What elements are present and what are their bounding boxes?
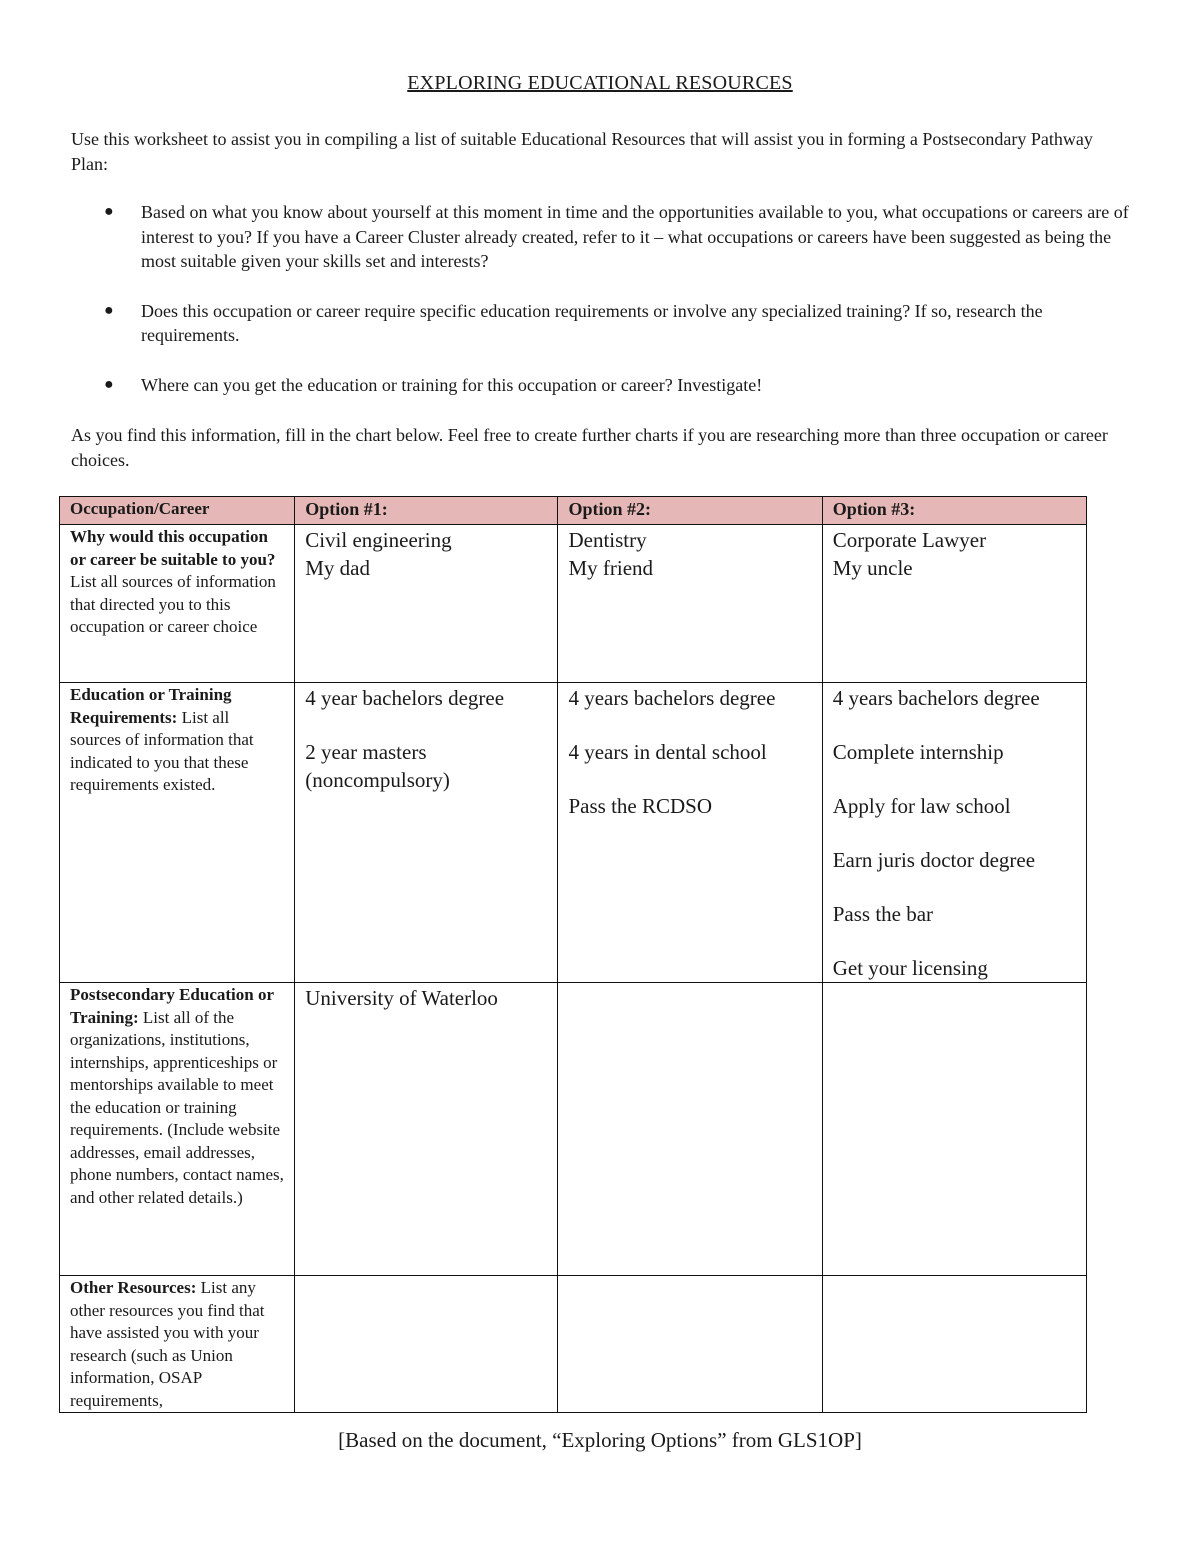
answer-line: Apply for law school [832, 794, 1011, 818]
header-occupation: Occupation/Career [60, 497, 295, 525]
row-label-bold: Education or Training Requirements: [70, 685, 232, 727]
line-gap [833, 766, 1076, 792]
answer-cell[interactable] [558, 983, 822, 1276]
row-label-bold: Other Resources: [70, 1278, 197, 1297]
instruction-text: Where can you get the education or training for this occupation or career? Investigate! [141, 374, 763, 395]
instruction-list [71, 200, 1131, 422]
instruction-text: Does this occupation or career require specific education requirements or involve any specialized training? If so, research the requirements. [141, 300, 1043, 345]
line-gap [833, 928, 1076, 954]
table-row [60, 983, 1087, 1276]
line-gap [833, 820, 1076, 846]
table-row [60, 525, 1087, 683]
outro-paragraph: As you find this information, fill in the chart below. Feel free to create further charts if you are researching more than three occupation or career choices. [71, 425, 1108, 470]
line-gap [305, 712, 547, 738]
row-label-text: List all sources of information that indicated to you that these requirements existed. [70, 707, 254, 794]
answer-cell[interactable] [822, 983, 1086, 1276]
table-header-row [60, 497, 1087, 525]
answer-cell[interactable] [295, 525, 558, 683]
answer-line: Dentistry [568, 528, 647, 552]
intro-paragraph: Use this worksheet to assist you in compiling a list of suitable Educational Resources that will assist you in forming a Postsecondary Pathway Plan: [71, 129, 1093, 174]
table-row [60, 683, 1087, 983]
row-label [60, 683, 295, 983]
answer-line: My uncle [832, 556, 913, 580]
answer-line: 4 years in dental school [568, 740, 767, 764]
bullet-icon: ● [104, 203, 114, 220]
answer-line: Pass the RCDSO [568, 794, 712, 818]
instruction-item [71, 200, 1131, 274]
options-table [59, 496, 1087, 1413]
answer-line: Get your licensing [832, 956, 988, 980]
answer-line: My friend [568, 556, 654, 580]
answer-line: Corporate Lawyer [832, 528, 987, 552]
answer-cell[interactable] [295, 983, 558, 1276]
answer-line: Pass the bar [832, 902, 934, 926]
answer-cell[interactable] [558, 1276, 822, 1413]
row-label-bold: Postsecondary Education or Training: [70, 985, 274, 1027]
bullet-icon: ● [104, 301, 114, 319]
answer-line: 4 years bachelors degree [568, 686, 776, 710]
answer-line: Civil engineering [305, 528, 452, 552]
header-option-2: Option #2: [558, 497, 822, 525]
answer-cell[interactable] [295, 1276, 558, 1413]
answer-cell[interactable] [822, 683, 1086, 983]
instruction-item [71, 299, 1131, 348]
line-gap [568, 712, 811, 738]
header-option-1: Option #1: [295, 497, 558, 525]
row-label [60, 983, 295, 1276]
instruction-item [71, 373, 1131, 398]
row-label-text: List all of the organizations, institutions, internships, apprenticeships or mentorships available to meet the education or training requirements. (Include website addresses, email addresses, phone numbers, contact names, and other related details.) [70, 1007, 284, 1207]
answer-line: Complete internship [832, 740, 1004, 764]
line-gap [833, 712, 1076, 738]
answer-cell[interactable] [822, 525, 1086, 683]
source-footnote: [Based on the document, “Exploring Options” from GLS1OP] [338, 1428, 862, 1452]
row-label [60, 525, 295, 683]
instruction-text: Based on what you know about yourself at this moment in time and the opportunities available to you, what occupations or careers are of interest to you? If you have a Career Cluster already created, refer to it – what occupations or careers have been suggested as being the most suitable given your skills set and interests? [141, 202, 1129, 271]
line-gap [833, 874, 1076, 900]
answer-cell[interactable] [558, 683, 822, 983]
table-row [60, 1276, 1087, 1413]
answer-line: My dad [305, 556, 370, 580]
answer-line: 4 year bachelors degree [305, 686, 505, 710]
answer-line: 4 years bachelors degree [832, 686, 1040, 710]
answer-cell[interactable] [558, 525, 822, 683]
page-title: EXPLORING EDUCATIONAL RESOURCES [407, 72, 793, 94]
row-label-text: List all sources of information that directed you to this occupation or career choice [70, 572, 276, 636]
header-option-3: Option #3: [822, 497, 1086, 525]
row-label-bold: Why would this occupation or career be suitable to you? [70, 527, 276, 569]
line-gap [568, 766, 811, 792]
row-label [60, 1276, 295, 1413]
bullet-icon: ● [104, 375, 114, 393]
answer-line: 2 year masters (noncompulsory) [305, 740, 450, 792]
answer-line: University of Waterloo [305, 986, 498, 1010]
answer-cell[interactable] [822, 1276, 1086, 1413]
answer-line: Earn juris doctor degree [832, 848, 1036, 872]
answer-cell[interactable] [295, 683, 558, 983]
row-label-text: List any other resources you find that have assisted you with your research (such as Union information, OSAP requirements, [70, 1278, 265, 1410]
